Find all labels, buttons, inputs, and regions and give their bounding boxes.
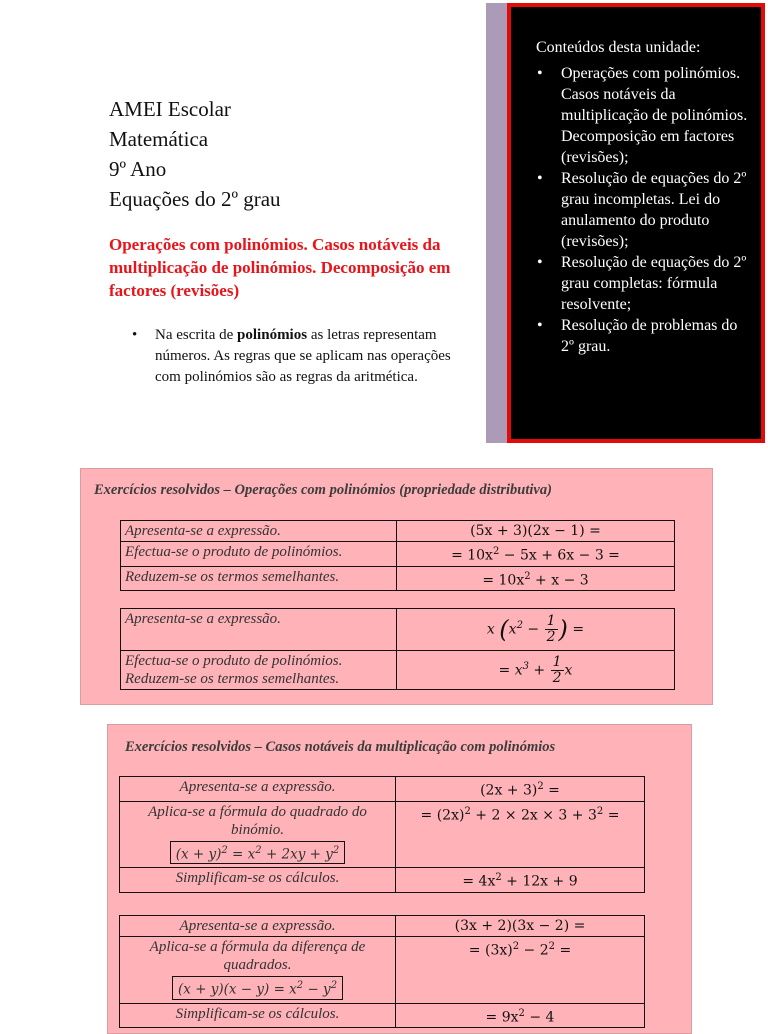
intro-text-after: as letras representam números. As regras que se aplicam nas operações com polinómios são as regras da aritmética.	[155, 327, 451, 385]
math-text: x	[508, 621, 517, 638]
table-row	[121, 566, 675, 591]
math-text: = 9x	[485, 1009, 519, 1026]
table-row	[120, 801, 645, 868]
math-text: + 12x + 9	[501, 873, 578, 890]
exponent: 2	[255, 844, 262, 856]
formula-box	[172, 976, 343, 1000]
step-math	[396, 937, 645, 1004]
step-label: Apresenta-se a expressão.	[120, 916, 396, 937]
fraction	[551, 655, 564, 686]
math-text: = 10x	[451, 547, 493, 564]
table-row	[121, 521, 675, 542]
table-row	[120, 916, 645, 937]
math-text: =	[543, 782, 560, 799]
math-text: (x + y)(x − y) = x	[177, 981, 297, 998]
math-text: (5x + 3)(2x − 1) =	[470, 523, 601, 539]
contents-item: • Resolução de equações do 2º grau completas: fórmula resolvente;	[561, 252, 751, 315]
panel-heading: Exercícios resolvidos – Operações com polinómios (propriedade distributiva)	[94, 482, 552, 498]
math-text: = (3x)	[468, 942, 513, 959]
step-math	[396, 801, 645, 868]
math-text: = x	[498, 662, 523, 678]
step-label-text: Aplica-se a fórmula da diferença de quadrados.	[149, 939, 366, 973]
intro-paragraph	[155, 325, 480, 388]
step-label-line: Reduzem-se os termos semelhantes.	[125, 671, 340, 687]
contents-title: Conteúdos desta unidade:	[536, 39, 701, 56]
exponent: 2	[596, 805, 604, 817]
exercise-table	[120, 520, 675, 591]
exercise-table	[119, 776, 645, 893]
denominator: 2	[552, 669, 562, 686]
step-label: Apresenta-se a expressão.	[120, 777, 396, 802]
contents-item: • Resolução de problemas do 2º grau.	[561, 315, 751, 357]
math-text: − 2	[519, 942, 549, 959]
contents-list	[536, 63, 751, 357]
step-math	[397, 521, 675, 542]
table-row	[121, 609, 675, 651]
exponent: 2	[464, 805, 471, 817]
contents-item: • Resolução de equações do 2º grau incompletas. Lei do anulamento do produto (revisões);	[561, 168, 751, 252]
exponent: 2	[221, 844, 228, 856]
math-text: + x − 3	[530, 572, 589, 589]
exponent: 2	[548, 941, 556, 952]
math-text: =	[567, 621, 585, 638]
formula-box	[170, 841, 346, 865]
org-name: AMEI Escolar	[109, 97, 231, 121]
math-text: = 4x	[462, 873, 496, 890]
contents-box	[507, 3, 765, 443]
exponent: 2	[332, 844, 340, 856]
step-math	[397, 542, 675, 567]
denominator: 2	[546, 629, 556, 645]
step-math	[396, 777, 645, 802]
numerator: 1	[546, 613, 556, 629]
math-text: x	[486, 621, 495, 638]
step-math: x ($x^2$ − $\frac{1}{2}$ ) =	[397, 609, 675, 651]
exponent: 2	[296, 980, 304, 991]
step-label: Reduzem-se os termos semelhantes.	[121, 566, 397, 591]
math-text: (2x + 3)	[480, 782, 538, 799]
math-text: =	[555, 942, 572, 959]
exponent: 2	[495, 872, 502, 884]
table-row	[120, 868, 645, 893]
step-label-line: Efectua-se o produto de polinómios.	[125, 653, 343, 669]
exponent: 2	[537, 781, 544, 792]
title-block	[109, 94, 281, 214]
exponent: 2	[516, 619, 523, 631]
math-text: x	[564, 662, 573, 678]
exponent: 3	[522, 660, 529, 672]
step-label	[121, 651, 397, 690]
math-text: −	[522, 621, 544, 638]
math-text: (3x + 2)(3x − 2) =	[454, 918, 586, 934]
step-label	[120, 801, 396, 868]
math-text: + 2 × 2x × 3 + 3	[470, 807, 597, 824]
step-label: Apresenta-se a expressão.	[121, 521, 397, 542]
subject: Matemática	[109, 127, 209, 151]
math-text: +	[528, 662, 550, 678]
grade: 9º Ano	[109, 157, 167, 181]
step-label: Simplificam-se os cálculos.	[120, 868, 396, 893]
math-text: − 4	[524, 1009, 555, 1026]
topic: Equações do 2º grau	[109, 187, 281, 211]
section-heading: Operações com polinómios. Casos notáveis da multiplicação de polinómios. Decomposição em factores (revisões)	[109, 235, 451, 300]
step-label: Efectua-se o produto de polinómios.	[121, 542, 397, 567]
intro-keyword: polinómios	[237, 327, 308, 343]
numerator: 1	[552, 653, 562, 670]
exponent: 2	[492, 546, 500, 557]
exercise-table	[120, 608, 675, 690]
step-math	[396, 868, 645, 893]
math-text: (x + y)	[175, 846, 222, 863]
math-text: − y	[303, 981, 331, 998]
math-text: − 5x + 6x − 3 =	[499, 547, 620, 564]
step-math	[397, 651, 675, 690]
table-row	[121, 651, 675, 690]
step-math	[397, 566, 675, 591]
exercise-panel-distributive	[80, 468, 713, 705]
exponent: 2	[524, 570, 531, 582]
math-text: =	[603, 807, 620, 824]
step-label: Apresenta-se a expressão.	[121, 609, 397, 651]
intro-text-before: Na escrita de	[155, 327, 238, 343]
exercise-panel-notable-products	[107, 724, 692, 1034]
contents-item: • Operações com polinómios. Casos notáveis da multiplicação de polinómios. Decomposição em factores (revisões);	[561, 63, 751, 168]
exercise-table	[119, 915, 645, 1028]
step-math	[396, 916, 645, 937]
exponent: 2	[512, 941, 520, 952]
table-row	[120, 937, 645, 1004]
panel-heading: Exercícios resolvidos – Casos notáveis da multiplicação com polinómios	[125, 739, 556, 755]
sidebar-strip	[486, 3, 507, 443]
step-label: Simplificam-se os cálculos.	[120, 1003, 396, 1028]
step-label-text: Aplica-se a fórmula do quadrado do binómio.	[148, 803, 367, 838]
math-text: + 2xy + y	[261, 846, 333, 863]
math-text: = x	[227, 846, 256, 863]
table-row	[121, 542, 675, 567]
table-row	[120, 777, 645, 802]
step-label	[120, 937, 396, 1004]
exponent: 2	[330, 980, 338, 991]
fraction	[545, 614, 558, 645]
exponent: 2	[518, 1007, 525, 1019]
math-text: = 10x	[482, 572, 525, 589]
math-text: = (2x)	[420, 807, 465, 824]
